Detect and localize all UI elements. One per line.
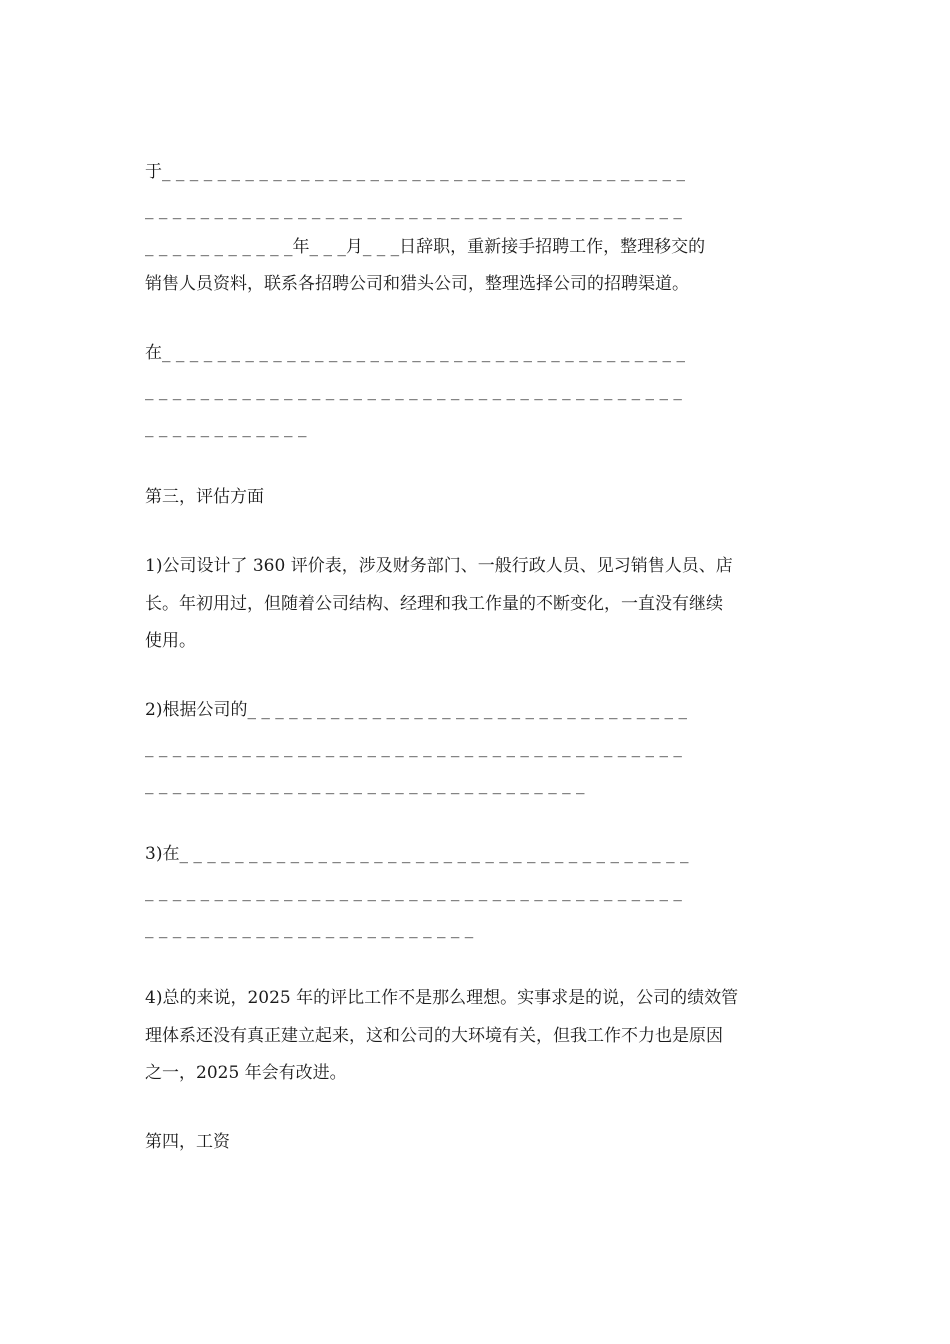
para-zai-line-3: _ _ _ _ _ _ _ _ _ _ _ _: [145, 418, 307, 438]
heading-section-4: 第四，工资: [145, 1132, 230, 1152]
item-3-line-1: 3)在_ _ _ _ _ _ _ _ _ _ _ _ _ _ _ _ _ _ _ _ _ _ _ _ _ _ _ _ _ _ _ _ _ _ _ _ _: [145, 844, 689, 864]
item-4-line-3: 之一，2025 年会有改进。: [145, 1063, 347, 1083]
item-4-line-2: 理体系还没有真正建立起来，这和公司的大环境有关，但我工作不力也是原因: [145, 1026, 723, 1046]
item-2-line-3: _ _ _ _ _ _ _ _ _ _ _ _ _ _ _ _ _ _ _ _ _ _ _ _ _ _ _ _ _ _ _ _: [145, 775, 585, 795]
para-resign-line-1: 于_ _ _ _ _ _ _ _ _ _ _ _ _ _ _ _ _ _ _ _ _ _ _ _ _ _ _ _ _ _ _ _ _ _ _ _ _ _: [145, 162, 685, 182]
para-resign-line-4: 销售人员资料，联系各招聘公司和猎头公司，整理选择公司的招聘渠道。: [145, 274, 689, 294]
item-1-line-1: 1)公司设计了 360 评价表，涉及财务部门、一般行政人员、见习销售人员、店: [145, 556, 733, 576]
item-2-line-1: 2)根据公司的_ _ _ _ _ _ _ _ _ _ _ _ _ _ _ _ _ _ _ _ _ _ _ _ _ _ _ _ _ _ _ _: [145, 700, 687, 720]
para-zai-line-1: 在_ _ _ _ _ _ _ _ _ _ _ _ _ _ _ _ _ _ _ _ _ _ _ _ _ _ _ _ _ _ _ _ _ _ _ _ _ _: [145, 343, 685, 363]
para-resign-line-2: _ _ _ _ _ _ _ _ _ _ _ _ _ _ _ _ _ _ _ _ _ _ _ _ _ _ _ _ _ _ _ _ _ _ _ _ _ _ _: [145, 200, 682, 220]
item-3-line-2: _ _ _ _ _ _ _ _ _ _ _ _ _ _ _ _ _ _ _ _ _ _ _ _ _ _ _ _ _ _ _ _ _ _ _ _ _ _ _: [145, 882, 682, 902]
item-1-line-3: 使用。: [145, 631, 196, 651]
para-resign-line-3: _ _ _ _ _ _ _ _ _ _ _年_ _ _月_ _ _日辞职，重新接手招聘工作，整理移交的: [145, 237, 706, 257]
item-1-line-2: 长。年初用过，但随着公司结构、经理和我工作量的不断变化，一直没有继续: [145, 594, 723, 614]
item-4-line-1: 4)总的来说，2025 年的评比工作不是那么理想。实事求是的说，公司的绩效管: [145, 988, 739, 1008]
item-2-line-2: _ _ _ _ _ _ _ _ _ _ _ _ _ _ _ _ _ _ _ _ _ _ _ _ _ _ _ _ _ _ _ _ _ _ _ _ _ _ _: [145, 738, 682, 758]
item-3-line-3: _ _ _ _ _ _ _ _ _ _ _ _ _ _ _ _ _ _ _ _ _ _ _ _: [145, 919, 474, 939]
para-zai-line-2: _ _ _ _ _ _ _ _ _ _ _ _ _ _ _ _ _ _ _ _ _ _ _ _ _ _ _ _ _ _ _ _ _ _ _ _ _ _ _: [145, 381, 682, 401]
heading-section-3: 第三，评估方面: [145, 487, 264, 507]
